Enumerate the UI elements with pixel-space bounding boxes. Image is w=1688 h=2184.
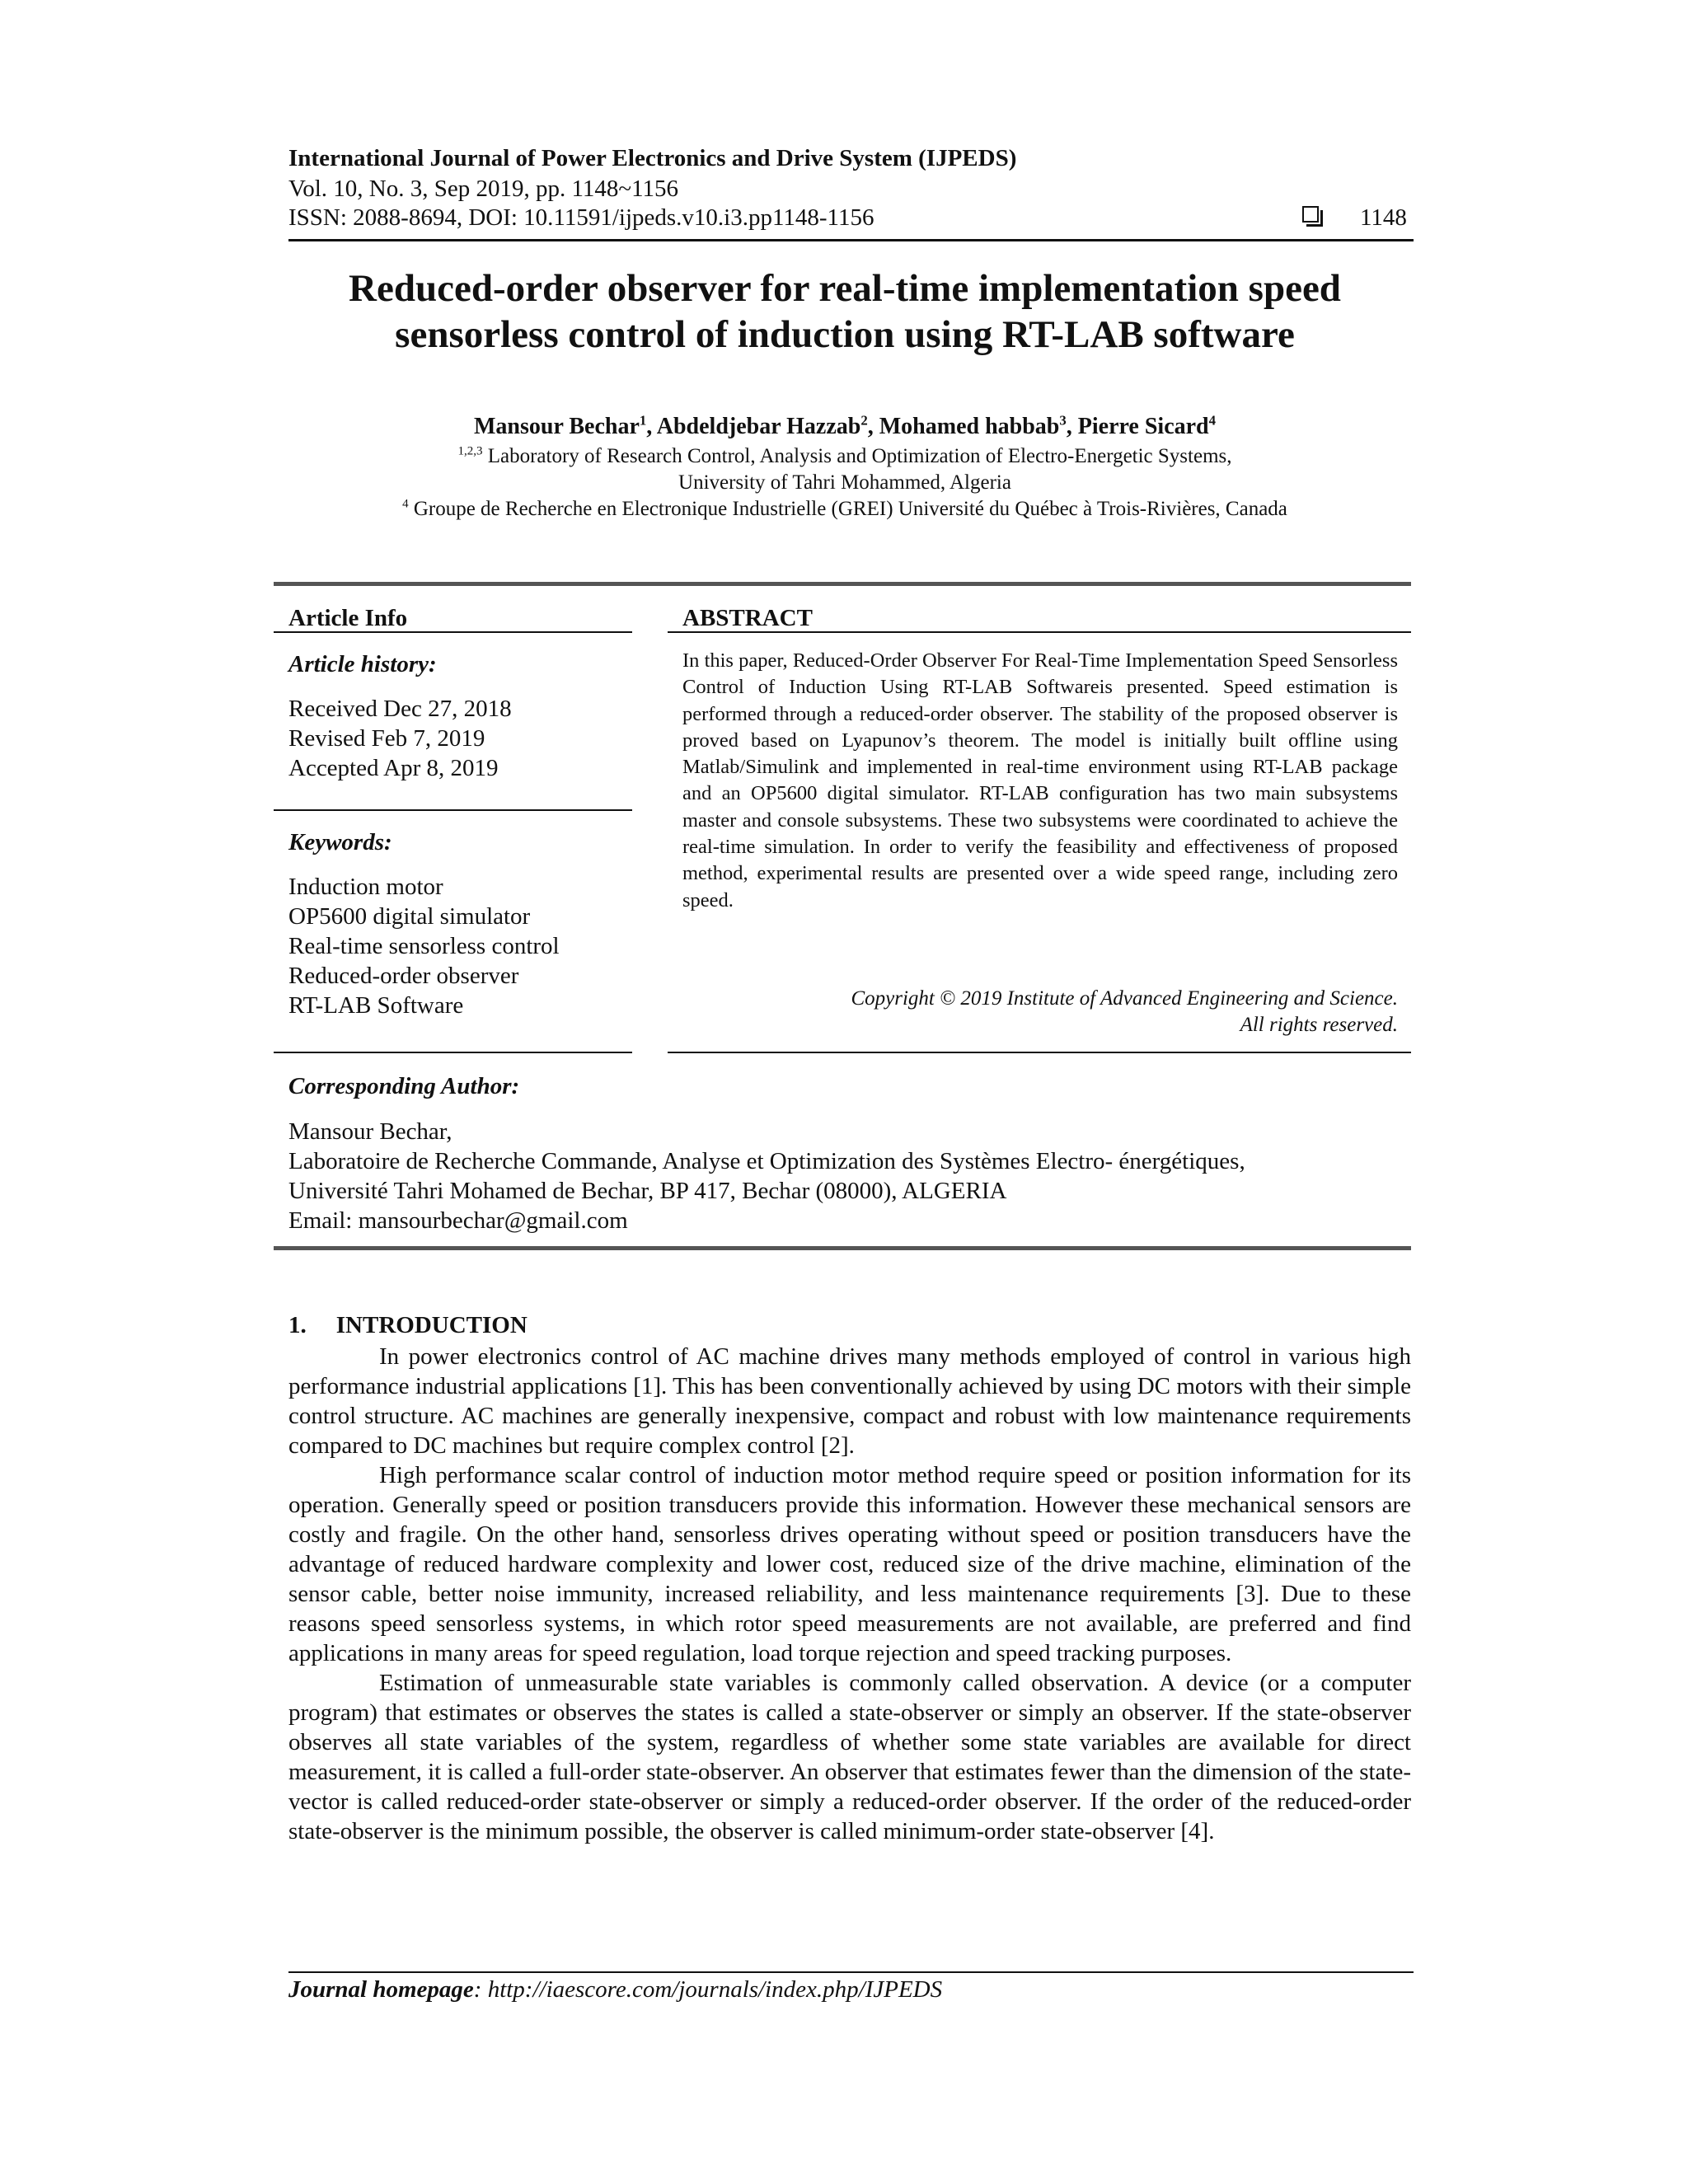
issn-doi: ISSN: 2088-8694, DOI: 10.11591/ijpeds.v10.i3.pp1148-1156: [288, 204, 874, 231]
author-name: Mansour Bechar: [473, 414, 640, 439]
abstract-heading: ABSTRACT: [682, 605, 813, 631]
section-title: INTRODUCTION: [335, 1312, 528, 1338]
affiliation-1-line-2: University of Tahri Mohammed, Algeria: [678, 471, 1011, 494]
page-number: 1148: [1360, 204, 1407, 231]
section-heading: [288, 1312, 528, 1339]
volume-info: Vol. 10, No. 3, Sep 2019, pp. 1148~1156: [288, 176, 678, 202]
paragraph: High performance scalar control of induction motor method require speed or position information for its operation. Generally speed or position transducers provide this information. However these mechanical sensors are costly and fragile. On the other hand, sensorless drives operating without speed or position transducers have the advantage of reduced hardware complexity and lower cost, reduced size of the drive machine, elimination of the sensor cable, better noise immunity, increased reliability, and less maintenance requirements [3]. Due to these reasons speed sensorless systems, in which rotor speed measurements are not available, are preferred and find applications in many areas for speed regulation, load torque rejection and speed tracking purposes.: [288, 1462, 1411, 1666]
author-sup: 3: [1059, 412, 1067, 429]
author-name: Mohamed habbab: [879, 414, 1060, 439]
corresponding-name: Mansour Bechar,: [288, 1118, 452, 1145]
keyword: Reduced-order observer: [288, 963, 519, 989]
article-history-heading: Article history:: [288, 651, 437, 677]
corresponding-address-1: Laboratoire de Recherche Commande, Analyse et Optimization des Systèmes Electro- énergétiques,: [288, 1148, 1245, 1174]
author-name: Abdeldjebar Hazzab: [656, 414, 861, 439]
homepage-url[interactable]: : http://iaescore.com/journals/index.php/IJPEDS: [473, 1976, 943, 2003]
info-box-top-rule: [274, 582, 1411, 586]
affiliation-text: Groupe de Recherche en Electronique Industrielle (GREI) Université du Québec à Trois-Rivières, Canada: [413, 498, 1287, 520]
corresponding-email: Email: mansourbechar@gmail.com: [288, 1207, 628, 1234]
journal-name: International Journal of Power Electronics and Drive System (IJPEDS): [288, 145, 1017, 171]
article-info-heading: Article Info: [288, 605, 408, 631]
author-list: Mansour Bechar$^1$, Abdeldjebar Hazzab$^2$, Mohamed habbab$^3$, Pierre Sicard$^4$: [473, 412, 1217, 439]
article-info-rule: [274, 631, 632, 633]
keyword-list: [288, 872, 560, 1020]
header-rule: [288, 239, 1414, 241]
homepage-label: Journal homepage: [288, 1976, 474, 2003]
paragraph: In power electronics control of AC machine drives many methods employed of control in various high performance industrial applications [1]. This has been conventionally achieved by using DC motors with their simple control structure. AC machines are generally inexpensive, compact and robust with low maintenance requirements compared to DC machines but require complex control [2].: [288, 1343, 1411, 1459]
corresponding-details: [288, 1117, 1245, 1235]
author-sup: 4: [1208, 412, 1217, 429]
revised-date: Revised Feb 7, 2019: [288, 725, 485, 752]
title-line-1: Reduced-order observer for real-time implementation speed: [349, 267, 1341, 310]
author-name: Pierre Sicard: [1077, 414, 1209, 439]
copyright-line-1: Copyright © 2019 Institute of Advanced Engineering and Science.: [851, 987, 1398, 1010]
abstract-text: In this paper, Reduced-Order Observer For Real-Time Implementation Speed Sensorless Control of Induction Using RT-LAB Softwareis presented. Speed estimation is performed through a reduced-order observer. The stability of the proposed observer is proved based on Lyapunov’s theorem. The model is initially built offline using Matlab/Simulink and implemented in real-time environment using RT-LAB package and an OP5600 digital simulator. RT-LAB configuration has two main subsystems master and console subsystems. These two subsystems were coordinated to achieve the real-time simulation. In order to verify the feasibility and effectiveness of proposed method, experimental results are presented over a wide speed range, including zero speed.: [682, 649, 1398, 912]
keyword: OP5600 digital simulator: [288, 903, 531, 930]
journal-homepage: [288, 1976, 942, 2004]
received-date: Received Dec 27, 2018: [288, 696, 512, 722]
affiliation-1: [247, 445, 1442, 468]
keyword: RT-LAB Software: [288, 992, 464, 1019]
author-sup: 2: [860, 412, 868, 429]
article-history: [288, 694, 512, 783]
keyword: Induction motor: [288, 874, 443, 900]
copyright-notice: [682, 986, 1398, 1038]
paper-title: [247, 265, 1442, 358]
introduction-body: [288, 1342, 1411, 1846]
affiliation-sup: 4: [402, 497, 409, 511]
info-box-bottom-rule: [274, 1246, 1411, 1250]
keywords-heading: Keywords:: [288, 829, 392, 855]
corresponding-address-2: Université Tahri Mohamed de Bechar, BP 417, Bechar (08000), ALGERIA: [288, 1178, 1007, 1204]
author-sup: 1: [639, 412, 647, 429]
keyword: Real-time sensorless control: [288, 933, 560, 959]
copyright-line-2: All rights reserved.: [1240, 1014, 1398, 1036]
paragraph: Estimation of unmeasurable state variables is commonly called observation. A device (or a computer program) that estimates or observes the states is called a state-observer or simply an observer. If the state-observer observes all state variables of the system, regardless of whether some state variables are available for direct measurement, it is called a full-order state-observer. An observer that estimates fewer than the dimension of the state-vector is called reduced-order state-observer or simply a reduced-order observer. If the order of the reduced-order state-observer is the minimum possible, the observer is called minimum-order state-observer [4].: [288, 1670, 1411, 1844]
keywords-rule: [274, 1052, 632, 1053]
abstract-rule: [668, 631, 1411, 633]
section-number: 1.: [288, 1312, 307, 1338]
abstract-bottom-rule: [668, 1052, 1411, 1053]
checkbox-icon: [1302, 206, 1319, 223]
history-rule: [274, 809, 632, 811]
accepted-date: Accepted Apr 8, 2019: [288, 755, 499, 781]
title-line-2: sensorless control of induction using RT-LAB software: [395, 313, 1295, 356]
affiliation-2: [247, 498, 1442, 521]
affiliation-sup: 1,2,3: [457, 444, 483, 458]
footer-rule: [288, 1971, 1414, 1973]
corresponding-heading: Corresponding Author:: [288, 1073, 520, 1099]
affiliation-text: Laboratory of Research Control, Analysis and Optimization of Electro-Energetic Systems,: [487, 445, 1232, 467]
